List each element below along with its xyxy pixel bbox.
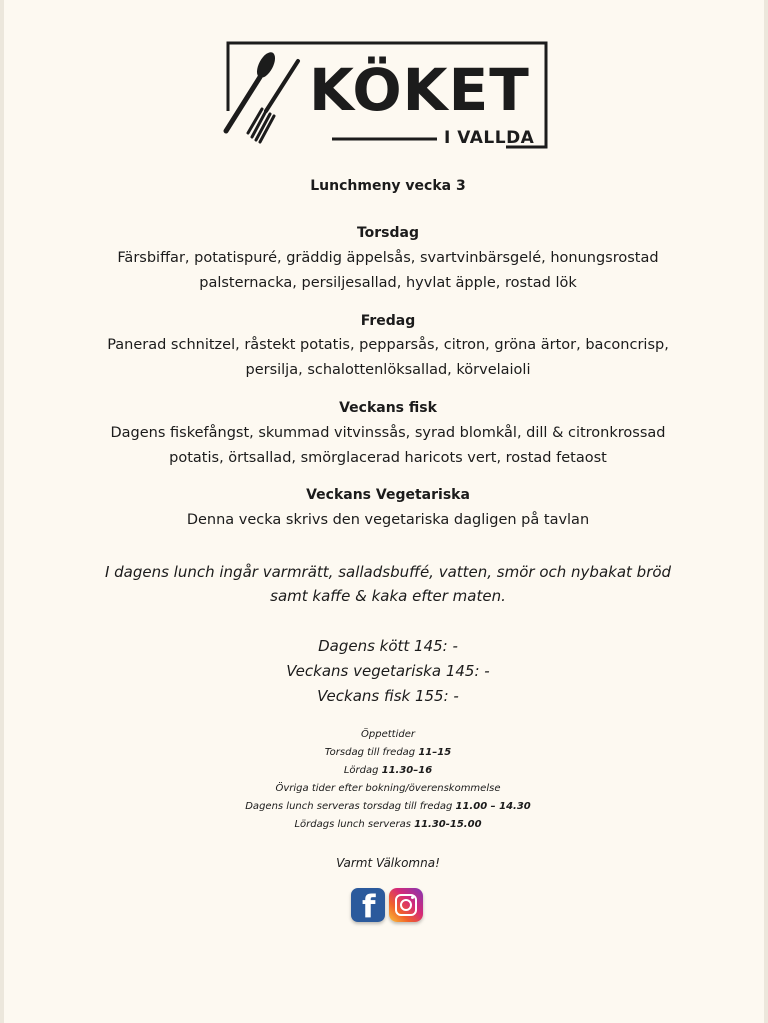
hours-title: Öppettider	[361, 729, 415, 740]
section-heading: Fredag	[360, 313, 416, 329]
dish-line: Denna vecka skrivs den vegetariska dagligen på tavlan	[186, 512, 590, 528]
price-line: Veckans fisk 155: -	[317, 687, 459, 705]
dish-line: Panerad schnitzel, råstekt potatis, pepparsås, citron, gröna ärtor, baconcrisp,	[107, 337, 669, 353]
hours-line: Lördag 11.30–16	[343, 765, 433, 776]
facebook-icon[interactable]	[351, 888, 385, 925]
section-heading: Veckans fisk	[339, 400, 437, 416]
welcome-text: Varmt Välkomna!	[336, 856, 440, 870]
dish-line: potatis, örtsallad, smörglacerad haricots vert, rostad fetaost	[169, 450, 607, 466]
hours-line: Lördags lunch serveras 11.30-15.00	[294, 819, 482, 830]
hours-line: Torsdag till fredag 11–15	[324, 747, 452, 758]
menu-title: Lunchmeny vecka 3	[310, 178, 466, 194]
hours-line: Dagens lunch serveras torsdag till fredag 11.00 – 14.30	[245, 801, 531, 812]
section-heading: Veckans Vegetariska	[306, 487, 470, 503]
dish-line: persilja, schalottenlöksallad, körvelaioli	[245, 362, 531, 378]
included-note: I dagens lunch ingår varmrätt, salladsbuffé, vatten, smör och nybakat bröd	[104, 563, 672, 581]
logo-wordmark: KÖKET	[309, 56, 530, 124]
facebook-glyph: f	[362, 889, 376, 925]
section-heading: Torsdag	[356, 225, 420, 241]
restaurant-logo	[222, 41, 548, 149]
fork-icon	[248, 61, 298, 142]
price-line: Veckans vegetariska 145: -	[286, 662, 490, 680]
dish-line: Färsbiffar, potatispuré, gräddig äppelsås, svartvinbärsgelé, honungsrostad	[117, 250, 659, 266]
included-note: samt kaffe & kaka efter maten.	[270, 587, 506, 605]
logo-subtitle: I VALLDA	[444, 128, 535, 148]
dish-line: Dagens fiskefångst, skummad vitvinssås, syrad blomkål, dill & citronkrossad	[110, 425, 666, 441]
price-line: Dagens kött 145: -	[318, 637, 458, 655]
instagram-icon[interactable]	[389, 888, 423, 922]
dish-line: palsternacka, persiljesallad, hyvlat äpple, rostad lök	[199, 275, 577, 291]
hours-line: Övriga tider efter bokning/överenskommelse	[275, 783, 501, 794]
social-links	[351, 888, 425, 924]
